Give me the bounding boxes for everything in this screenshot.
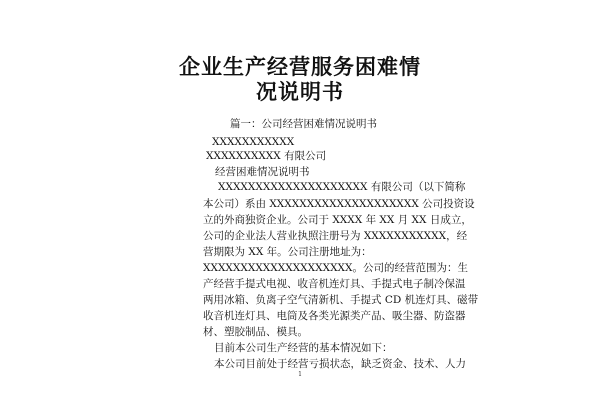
- body-line: 收音机连灯具、电筒及各类光源类产品、吸尘器、防盗器: [203, 310, 466, 322]
- page-number: 1: [298, 371, 302, 378]
- letter-heading: 经营困难情况说明书: [215, 166, 310, 178]
- body-line: 材、塑胶制品、模具。: [203, 326, 308, 338]
- body-line: XXXXXXXXXXXXXXXXXXXX 有限公司（以下简称: [218, 181, 466, 193]
- document-title-line-1: 企业生产经营服务困难情: [179, 54, 421, 79]
- body-line: 公司的企业法人营业执照注册号为 XXXXXXXXXXX，经: [203, 230, 468, 242]
- document-title-line-2: 况说明书: [256, 79, 344, 104]
- addressee: XXXXXXXXXXX: [212, 136, 295, 148]
- section-subtitle: 篇一：公司经营困难情况说明书: [230, 118, 377, 130]
- body-line: XXXXXXXXXXXXXXXXXXXX。公司的经营范围为：生: [203, 262, 469, 274]
- body-line: 本公司目前处于经营亏损状态，缺乏资金、技术、人力: [214, 358, 466, 370]
- body-line: 目前本公司生产经营的基本情况如下：: [214, 342, 393, 354]
- body-line: 产经营手提式电视、收音机连灯具、手提式电子制冷保温: [203, 278, 466, 290]
- body-line: 营期限为 XX 年。公司注册地址为：: [203, 246, 372, 258]
- body-line: 两用冰箱、负离子空气清新机、手提式 CD 机连灯具、磁带: [203, 294, 479, 306]
- company-name: XXXXXXXXXX 有限公司: [206, 150, 327, 162]
- body-line: 立的外商独资企业。公司于 XXXX 年 XX 月 XX 日成立，: [203, 214, 472, 226]
- body-line: 本公司）系由 XXXXXXXXXXXXXXXXXXXX 公司投资设: [203, 198, 475, 210]
